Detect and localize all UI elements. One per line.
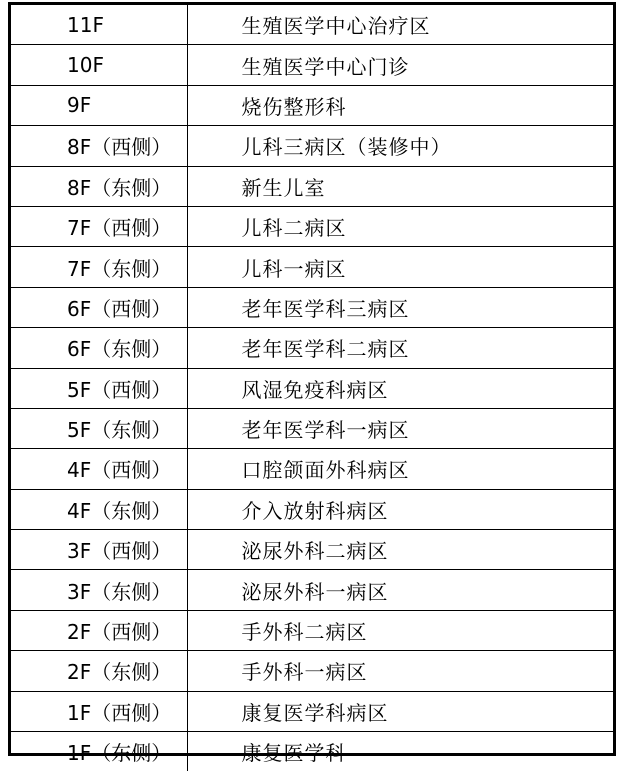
department-cell: 泌尿外科一病区 [187,570,613,610]
floor-cell: 11F [11,5,187,45]
department-cell: 老年医学科二病区 [187,328,613,368]
department-cell: 儿科三病区（装修中） [187,126,613,166]
department-cell: 康复医学科病区 [187,691,613,731]
table-row [11,610,613,650]
table-row [11,651,613,691]
table-row [11,126,613,166]
floor-cell: 4F（东侧） [11,489,187,529]
department-cell: 儿科一病区 [187,247,613,287]
floor-directory-table [11,5,613,771]
table-row [11,408,613,448]
department-cell: 介入放射科病区 [187,489,613,529]
floor-cell: 3F（东侧） [11,570,187,610]
floor-cell: 5F（西侧） [11,368,187,408]
department-cell: 新生儿室 [187,166,613,206]
floor-cell: 5F（东侧） [11,408,187,448]
department-cell: 儿科二病区 [187,206,613,246]
table-row [11,206,613,246]
table-row [11,5,613,45]
floor-cell: 10F [11,45,187,85]
table-row [11,530,613,570]
table-row [11,287,613,327]
department-cell: 烧伤整形科 [187,85,613,125]
floor-cell: 8F（东侧） [11,166,187,206]
department-cell: 风湿免疫科病区 [187,368,613,408]
table-row [11,368,613,408]
department-cell: 手外科一病区 [187,651,613,691]
department-cell: 手外科二病区 [187,610,613,650]
floor-directory-rows [11,5,613,771]
floor-cell: 7F（东侧） [11,247,187,287]
table-row [11,247,613,287]
table-row [11,85,613,125]
floor-directory [8,2,616,766]
floor-cell: 8F（西侧） [11,126,187,166]
department-cell: 生殖医学中心治疗区 [241,14,431,39]
department-cell: 口腔颌面外科病区 [187,449,613,489]
floor-cell: 1F（西侧） [11,691,187,731]
floor-cell: 6F（东侧） [11,328,187,368]
floor-cell: 4F（西侧） [11,449,187,489]
table-row [11,489,613,529]
department-cell: 老年医学科一病区 [187,408,613,448]
table-row [11,570,613,610]
floor-cell: 3F（西侧） [11,530,187,570]
table-row [11,166,613,206]
floor-cell: 2F（西侧） [11,610,187,650]
department-cell: 泌尿外科二病区 [187,530,613,570]
department-cell: 老年医学科三病区 [187,287,613,327]
department-cell: 康复医学科 [187,732,613,771]
table-row [11,449,613,489]
floor-cell: 6F（西侧） [11,287,187,327]
table-row [11,45,613,85]
table-row [11,328,613,368]
department-cell: 生殖医学中心门诊 [187,45,613,85]
table-row [11,732,613,771]
floor-cell: 7F（西侧） [11,206,187,246]
floor-cell: 9F [11,85,187,125]
table-row [11,691,613,731]
floor-cell: 1F（东侧） [11,732,187,771]
floor-cell: 2F（东侧） [11,651,187,691]
